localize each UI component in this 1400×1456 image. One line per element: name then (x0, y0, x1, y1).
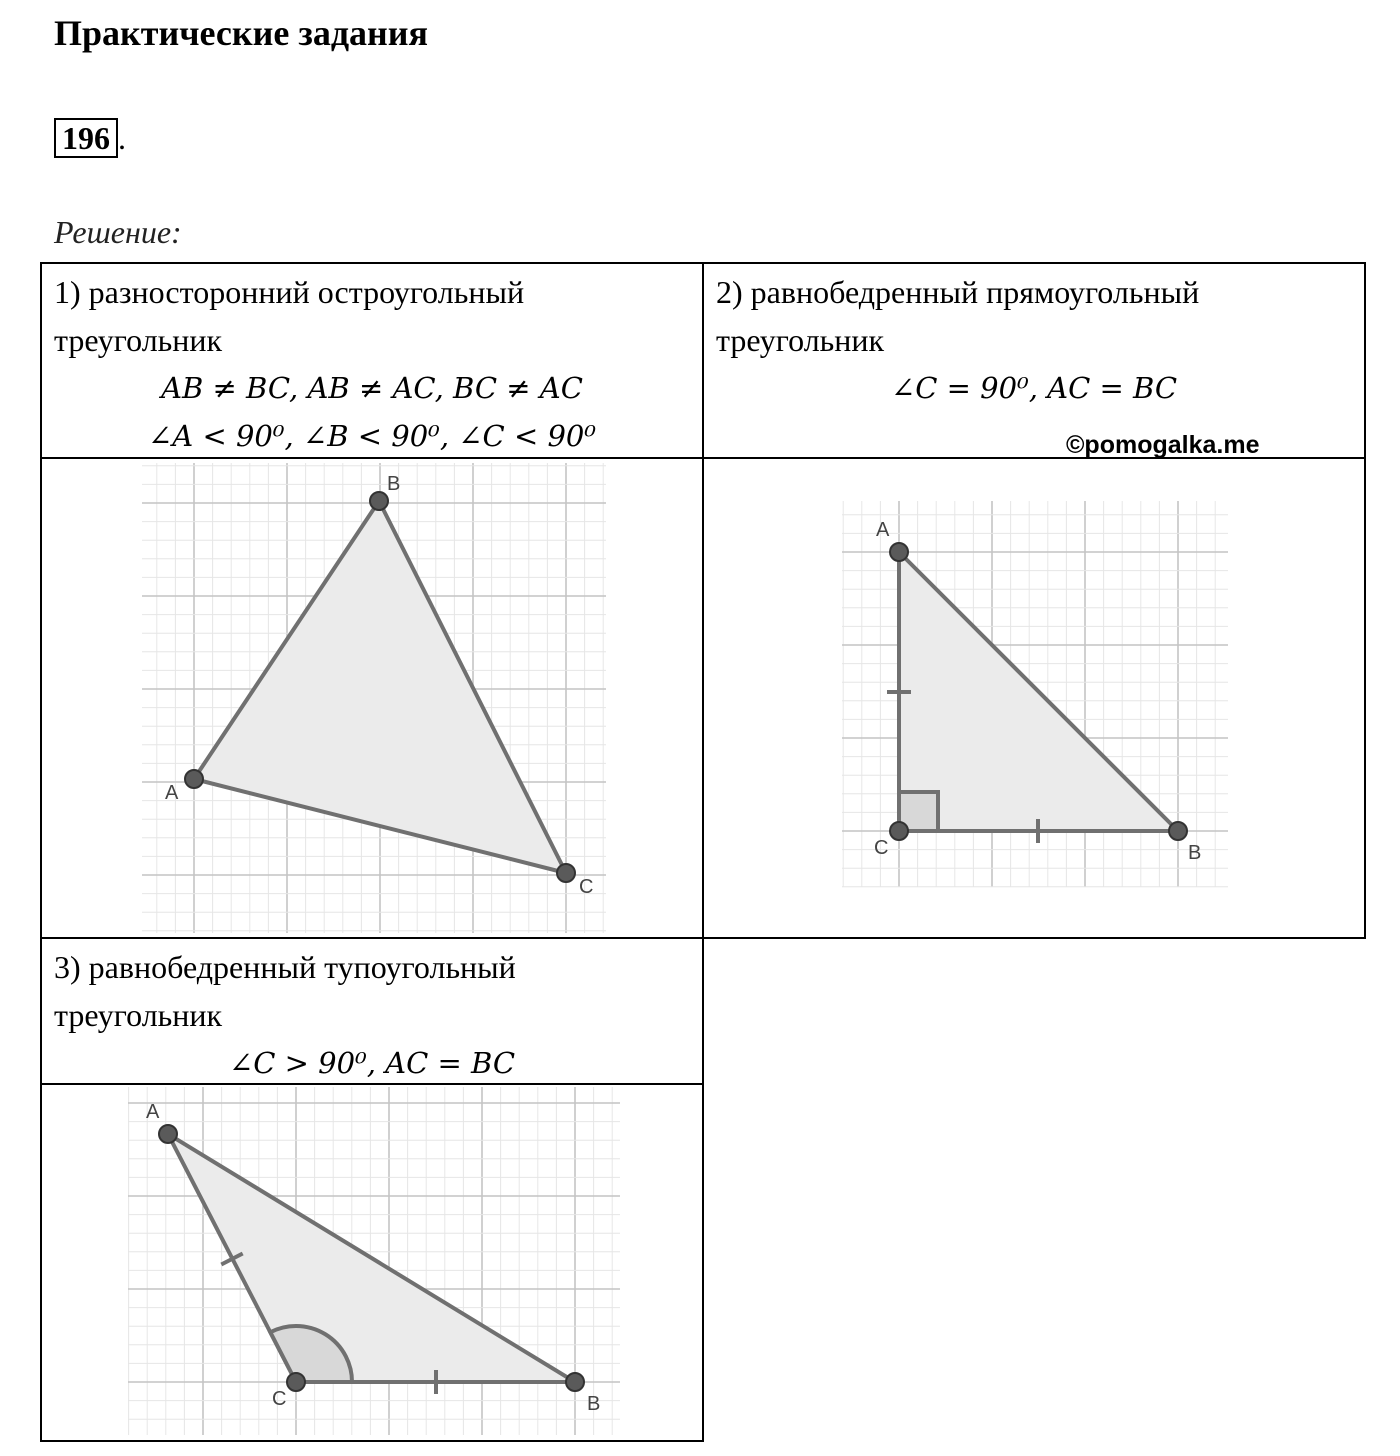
case-2-figure-cell (702, 457, 1366, 939)
case-3-point-a (159, 1125, 177, 1143)
case-2-point-c (890, 822, 908, 840)
case-2-label-c: C (874, 837, 889, 859)
case-3-label-b: B (587, 1393, 601, 1415)
case-3-description (40, 937, 704, 1085)
case-3-label-c: C (272, 1388, 287, 1410)
case-1-formula-angles: ∠A < 90⁰, ∠B < 90⁰, ∠C < 90⁰ (148, 419, 596, 453)
case-1-title-line1: 1) разносторонний остроугольный (54, 274, 525, 310)
case-1-title-line2: треугольник (54, 322, 223, 358)
case-2-label-b: B (1188, 842, 1202, 864)
problem-number (54, 118, 126, 158)
case-2-title-line2: треугольник (716, 322, 885, 358)
watermark: ©pomogalka.me (1066, 431, 1260, 459)
case-3-point-c (287, 1373, 305, 1391)
case-3-figure-cell (40, 1083, 704, 1442)
case-1-description (40, 262, 704, 459)
case-2-point-b (1169, 822, 1187, 840)
case-2-point-a (890, 543, 908, 561)
case-3-point-b (566, 1373, 584, 1391)
solution-label: Решение: (54, 214, 182, 250)
case-1-figure-cell (40, 457, 704, 939)
case-2-formula: ∠C = 90⁰, AC = BC (890, 371, 1178, 405)
case-1-label-b: B (387, 473, 401, 495)
case-3-title-line2: треугольник (54, 997, 223, 1033)
case-2-triangle-figure (704, 459, 1364, 937)
case-1-label-a: A (165, 782, 179, 804)
case-3-triangle-figure (42, 1085, 702, 1440)
page-heading: Практические задания (54, 13, 428, 53)
case-1-point-b (370, 492, 388, 510)
problem-number-box: 196 (54, 118, 118, 158)
case-3-title-line1: 3) равнобедренный тупоугольный (54, 949, 516, 985)
case-2-triangle (899, 552, 1178, 831)
case-2-title-line1: 2) равнобедренный прямоугольный (716, 274, 1200, 310)
problem-number-dot: . (118, 120, 126, 156)
case-3-formula: ∠C > 90⁰, AC = BC (228, 1046, 516, 1080)
case-1-formula-sides: AB ≠ BC, AB ≠ AC, BC ≠ AC (161, 371, 583, 405)
case-1-label-c: C (579, 876, 594, 898)
case-1-triangle-figure (42, 459, 702, 937)
case-3-label-a: A (146, 1101, 160, 1123)
case-1-point-c (557, 864, 575, 882)
case-2-label-a: A (876, 519, 890, 541)
case-1-point-a (185, 770, 203, 788)
case-2-description (702, 262, 1366, 459)
